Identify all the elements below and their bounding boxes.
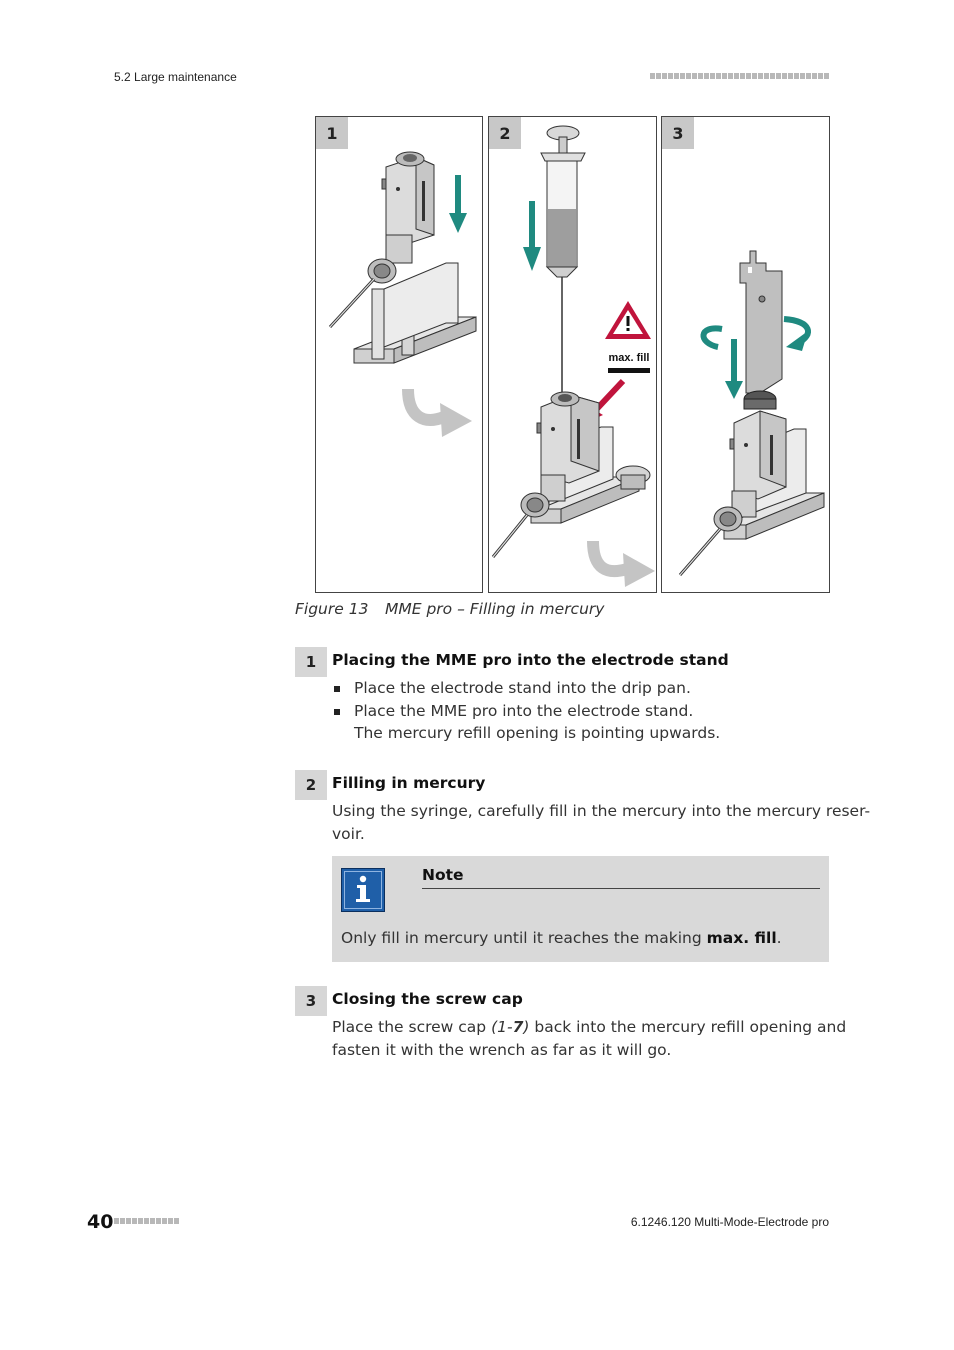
footer-document-title: 6.1246.120 Multi-Mode-Electrode pro	[630, 1215, 829, 1229]
info-icon	[341, 868, 385, 912]
figure-caption-label: Figure 13	[295, 600, 369, 618]
footer-decoration	[114, 1218, 179, 1224]
note-divider	[422, 888, 820, 889]
step-number-1: 1	[295, 647, 327, 677]
step-1-continuation: The mercury refill opening is pointing upwards.	[354, 724, 721, 742]
step-1-bullets	[332, 677, 693, 723]
step-3-text: back into the mercury refill opening and	[529, 1018, 847, 1036]
figure-panel-1	[315, 116, 483, 593]
panel-number-1: 1	[316, 117, 348, 149]
note-text-part: .	[776, 929, 782, 947]
figure-reference: )	[523, 1018, 530, 1036]
figure-caption	[295, 600, 604, 618]
running-header-section: 5.2 Large maintenance	[114, 70, 237, 84]
wrench-tightening-illustration	[662, 117, 831, 594]
step-2-body-line: Using the syringe, carefully fill in the mercury into the mercury reser-	[332, 802, 871, 820]
step-title-3: Closing the screw cap	[332, 990, 523, 1008]
step-title-1: Placing the MME pro into the electrode stand	[332, 651, 729, 669]
step-title-2: Filling in mercury	[332, 774, 486, 792]
step-3-text: Place the screw cap	[332, 1018, 492, 1036]
note-title: Note	[422, 866, 464, 884]
step-3-text: fasten it with the wrench as far as it will go.	[332, 1041, 672, 1059]
warning-triangle-icon	[605, 301, 651, 339]
figure-reference-number: 7	[512, 1018, 524, 1036]
note-box	[332, 856, 829, 962]
figure-panel-3	[661, 116, 830, 593]
figure-caption-text: MME pro – Filling in mercury	[385, 600, 605, 618]
step-2-body-line: voir.	[332, 825, 365, 843]
syringe-filling-illustration	[489, 117, 658, 594]
header-decoration	[650, 73, 829, 79]
step-2-body	[332, 800, 870, 846]
figure-panel-2	[488, 116, 657, 593]
panel-number-3: 3	[662, 117, 694, 149]
max-fill-label: max. fill	[608, 352, 650, 364]
panel-number-2: 2	[489, 117, 521, 149]
electrode-in-stand-illustration	[316, 117, 484, 594]
page-number: 40	[87, 1211, 114, 1233]
step-number-2: 2	[295, 770, 327, 800]
bullet-item: Place the MME pro into the electrode stand.	[332, 700, 693, 723]
step-3-body	[332, 1016, 846, 1062]
step-number-3: 3	[295, 986, 327, 1016]
bullet-item: Place the electrode stand into the drip pan.	[332, 677, 693, 700]
note-text	[341, 929, 782, 947]
note-text-part: Only fill in mercury until it reaches the making	[341, 929, 707, 947]
note-text-bold: max. fill	[706, 929, 777, 947]
figure-reference: (1-	[491, 1018, 513, 1036]
